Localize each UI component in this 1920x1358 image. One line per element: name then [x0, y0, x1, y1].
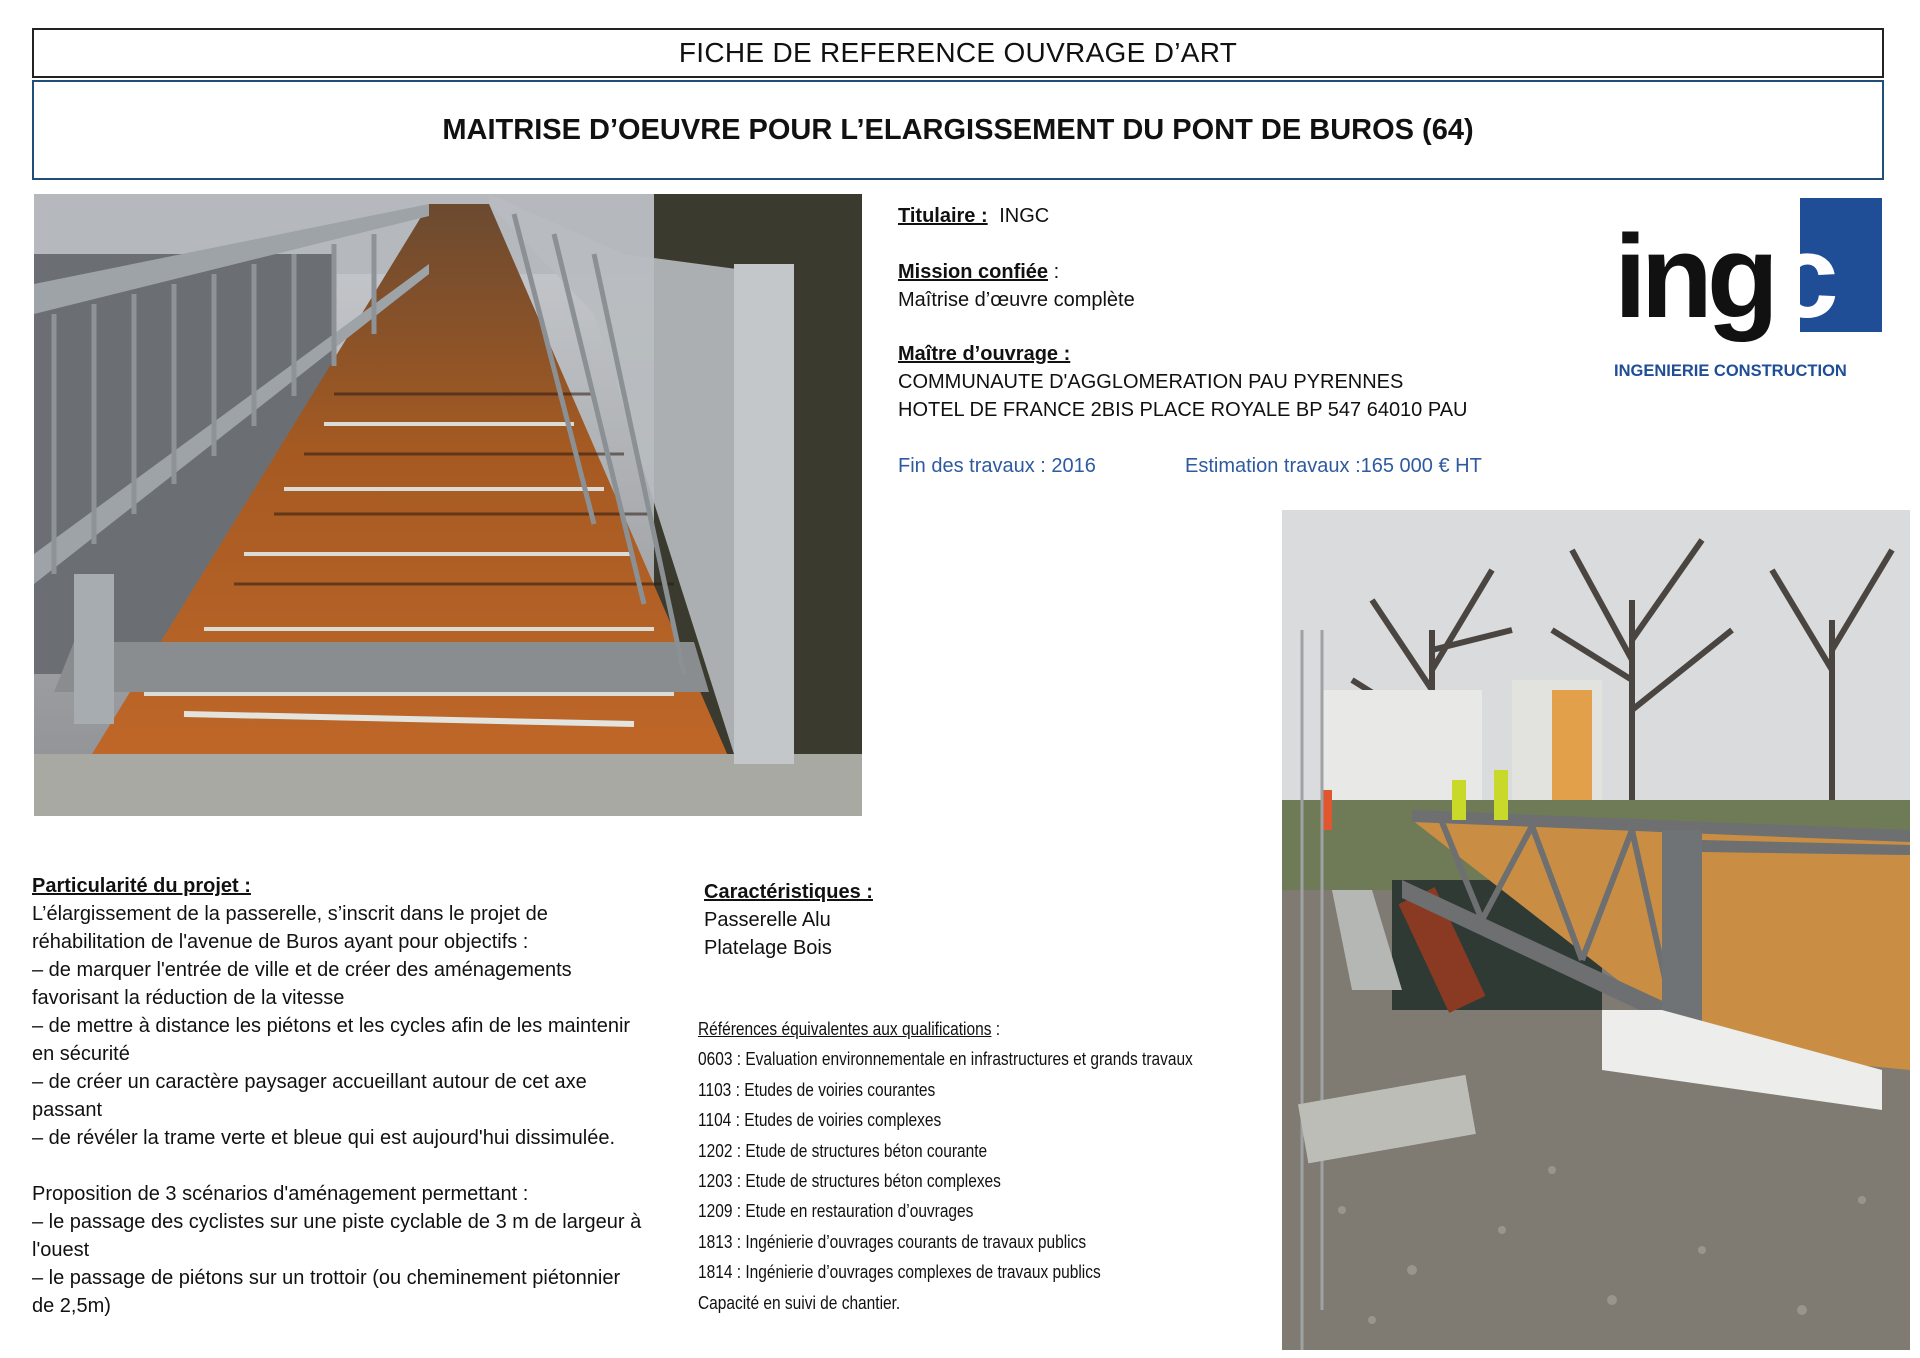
particularite-line: en sécurité — [32, 1043, 130, 1065]
maitre-line-1: COMMUNAUTE D'AGGLOMERATION PAU PYRENNES — [898, 371, 1404, 393]
particularite-line: l'ouest — [32, 1239, 90, 1261]
particularite-line: – de révéler la trame verte et bleue qui est aujourd'hui dissimulée. — [32, 1127, 616, 1149]
particularite-line: – le passage de piétons sur un trottoir (ou cheminement piétonnier — [32, 1267, 621, 1289]
bridge-deck-photo — [34, 194, 862, 816]
reference-item: 0603 : Evaluation environnementale en infrastructures et grands travaux — [698, 1049, 1193, 1070]
particularite-line: favorisant la réduction de la vitesse — [32, 987, 345, 1009]
particularite-line: – de mettre à distance les piétons et les cycles afin de les maintenir — [32, 1015, 631, 1037]
reference-item: 1202 : Etude de structures béton courante — [698, 1140, 988, 1161]
particularite-line: passant — [32, 1099, 103, 1121]
logo-tagline: INGENIERIE CONSTRUCTION — [1614, 362, 1847, 380]
titulaire-value: INGC — [999, 205, 1050, 227]
mission-label: Mission confiée — [898, 261, 1049, 283]
particularite-line: – le passage des cyclistes sur une piste cyclable de 3 m de largeur à — [32, 1211, 642, 1233]
reference-item: 1814 : Ingénierie d’ouvrages complexes de travaux publics — [698, 1262, 1101, 1283]
logo-wordmark: ingc — [1614, 211, 1833, 343]
maitre-label: Maître d’ouvrage : — [898, 343, 1071, 365]
sheet-title: FICHE DE REFERENCE OUVRAGE D’ART — [32, 28, 1884, 78]
fin-travaux: Fin des travaux : 2016 — [898, 455, 1096, 477]
references-heading-line — [698, 1014, 1193, 1044]
bridge-side-photo — [1282, 510, 1910, 1350]
caracteristiques-item: Platelage Bois — [704, 937, 832, 959]
titulaire-label: Titulaire : — [898, 205, 988, 227]
particularite-line: – de marquer l'entrée de ville et de créer des aménagements — [32, 959, 572, 981]
caracteristiques-heading: Caractéristiques : — [704, 881, 873, 903]
mission-line — [898, 258, 1059, 286]
particularite-spacer — [32, 1152, 672, 1180]
particularite-heading: Particularité du projet : — [32, 875, 251, 897]
references-section — [698, 1014, 1193, 1318]
particularite-line: – de créer un caractère paysager accueillant autour de cet axe — [32, 1071, 587, 1093]
references-heading-colon: : — [991, 1019, 1001, 1039]
mission-colon: : — [1053, 261, 1060, 283]
estimation-travaux: Estimation travaux :165 000 € HT — [1185, 455, 1482, 477]
maitre-line-2: HOTEL DE FRANCE 2BIS PLACE ROYALE BP 547 64010 PAU — [898, 399, 1468, 421]
caracteristiques-section — [704, 878, 873, 962]
reference-item: 1104 : Etudes de voiries complexes — [698, 1110, 942, 1131]
titulaire-line — [898, 202, 1049, 230]
reference-item: 1103 : Etudes de voiries courantes — [698, 1079, 936, 1100]
caracteristiques-item: Passerelle Alu — [704, 909, 831, 931]
reference-item: 1203 : Etude de structures béton complexes — [698, 1171, 1001, 1192]
particularite-line: réhabilitation de l'avenue de Buros ayant pour objectifs : — [32, 931, 529, 953]
ingc-logo — [1608, 192, 1888, 388]
particularite-section — [32, 872, 672, 1320]
particularite-line: de 2,5m) — [32, 1295, 111, 1317]
reference-item: Capacité en suivi de chantier. — [698, 1292, 901, 1313]
reference-item: 1813 : Ingénierie d’ouvrages courants de travaux publics — [698, 1231, 1087, 1252]
particularite-line: Proposition de 3 scénarios d'aménagement permettant : — [32, 1183, 529, 1205]
reference-item: 1209 : Etude en restauration d’ouvrages — [698, 1201, 974, 1222]
particularite-line: L’élargissement de la passerelle, s’inscrit dans le projet de — [32, 903, 548, 925]
references-heading: Références équivalentes aux qualifications — [698, 1019, 992, 1039]
mission-value: Maîtrise d’œuvre complète — [898, 289, 1135, 311]
project-title: MAITRISE D’OEUVRE POUR L’ELARGISSEMENT DU PONT DE BUROS (64) — [32, 80, 1884, 180]
